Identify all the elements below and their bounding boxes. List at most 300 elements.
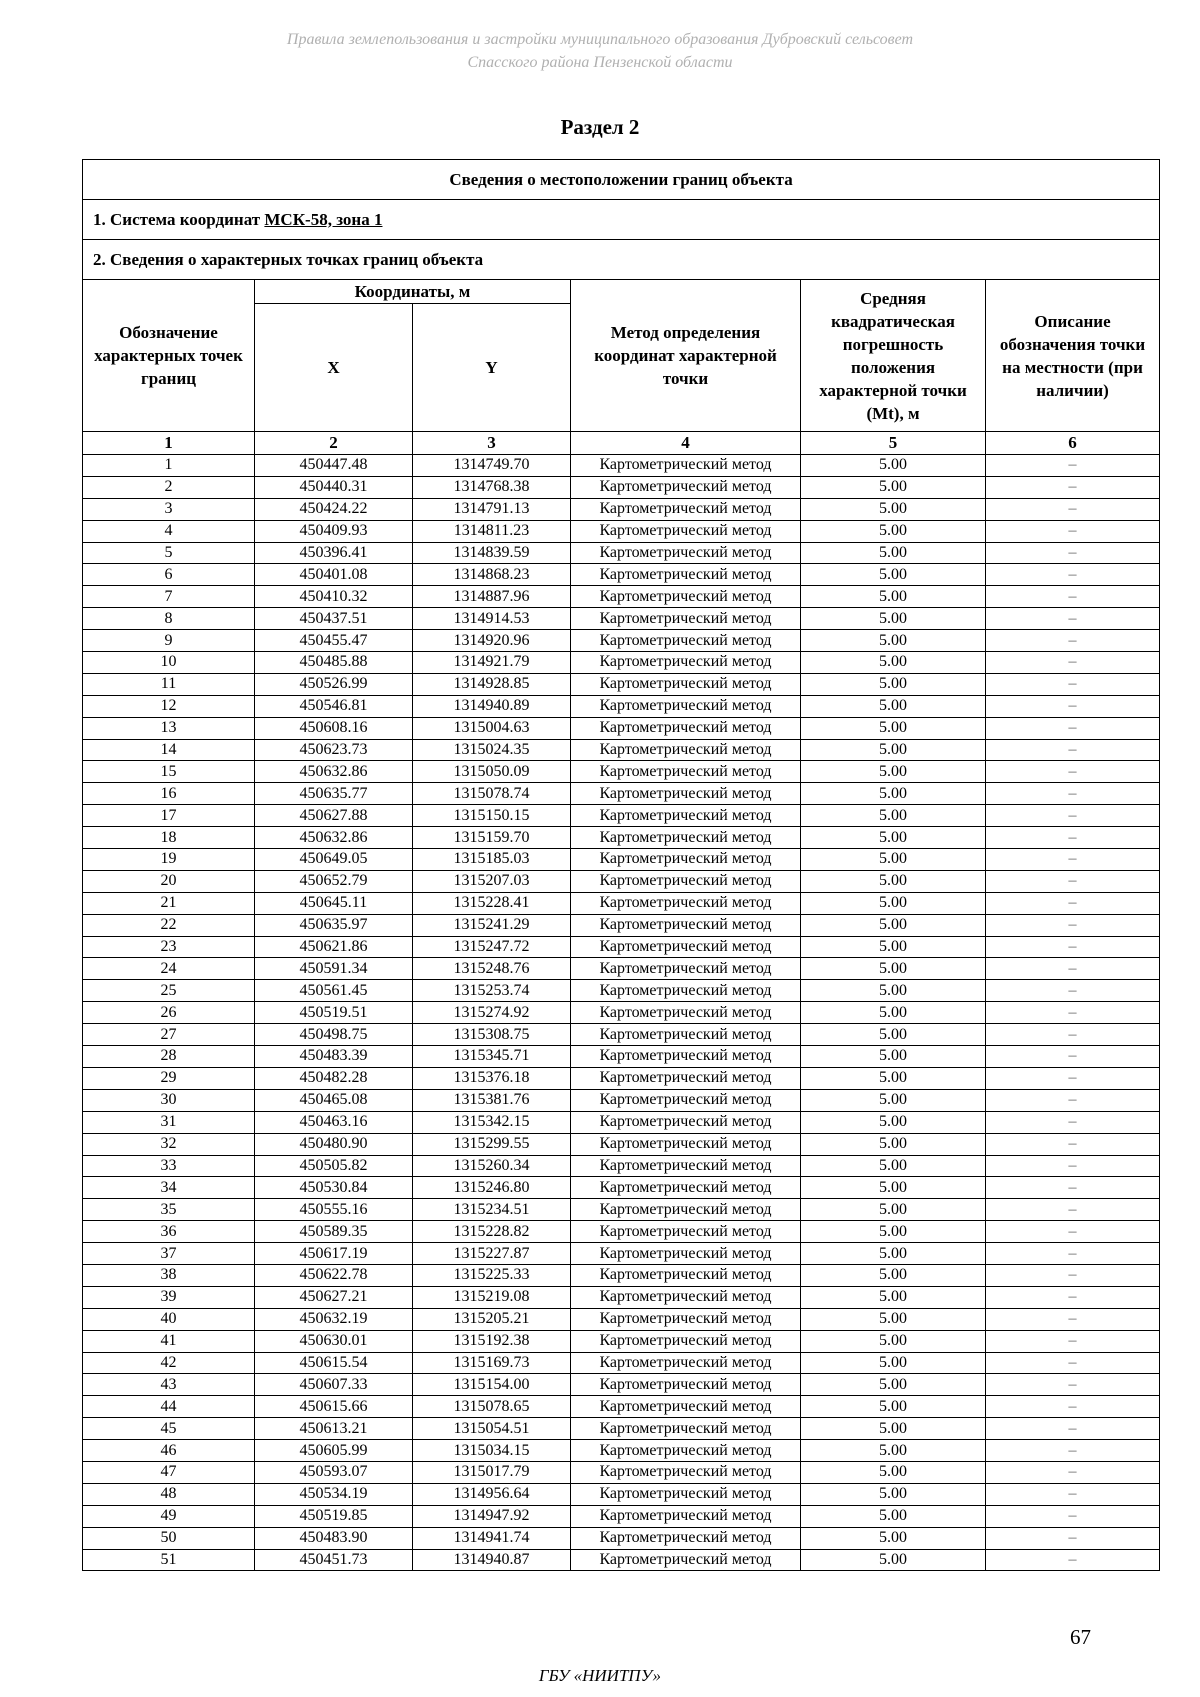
x-coordinate-cell: 450526.99 — [255, 673, 413, 695]
point-number-cell: 3 — [83, 498, 255, 520]
x-coordinate-cell: 450635.77 — [255, 783, 413, 805]
table-row — [83, 608, 1160, 630]
error-cell: 5.00 — [801, 1308, 986, 1330]
points-caption: 2. Сведения о характерных точках границ объекта — [83, 240, 1160, 280]
description-cell: – — [986, 1046, 1160, 1068]
error-cell: 5.00 — [801, 1243, 986, 1265]
method-cell: Картометрический метод — [571, 1133, 801, 1155]
x-coordinate-cell: 450608.16 — [255, 717, 413, 739]
error-cell: 5.00 — [801, 1396, 986, 1418]
point-number-cell: 24 — [83, 958, 255, 980]
y-coordinate-cell: 1314941.74 — [413, 1527, 571, 1549]
description-cell: – — [986, 1308, 1160, 1330]
table-row — [83, 805, 1160, 827]
point-number-cell: 30 — [83, 1089, 255, 1111]
point-number-cell: 45 — [83, 1418, 255, 1440]
description-cell: – — [986, 1286, 1160, 1308]
error-cell: 5.00 — [801, 1111, 986, 1133]
method-cell: Картометрический метод — [571, 761, 801, 783]
error-cell: 5.00 — [801, 827, 986, 849]
table-row — [83, 1461, 1160, 1483]
document-header — [0, 28, 1200, 74]
point-number-cell: 43 — [83, 1374, 255, 1396]
coordinate-system-label: 1. Система координат — [93, 209, 265, 229]
method-cell: Картометрический метод — [571, 1374, 801, 1396]
header-x: X — [255, 304, 413, 432]
method-cell: Картометрический метод — [571, 1527, 801, 1549]
table-row — [83, 1418, 1160, 1440]
x-coordinate-cell: 450482.28 — [255, 1067, 413, 1089]
point-number-cell: 17 — [83, 805, 255, 827]
column-number: 3 — [413, 432, 571, 455]
table-row — [83, 1308, 1160, 1330]
method-cell: Картометрический метод — [571, 914, 801, 936]
method-cell: Картометрический метод — [571, 1418, 801, 1440]
y-coordinate-cell: 1315219.08 — [413, 1286, 571, 1308]
x-coordinate-cell: 450591.34 — [255, 958, 413, 980]
table-row — [83, 1199, 1160, 1221]
error-cell: 5.00 — [801, 1286, 986, 1308]
table-row — [83, 936, 1160, 958]
column-number: 1 — [83, 432, 255, 455]
description-cell: – — [986, 542, 1160, 564]
table-row — [83, 1352, 1160, 1374]
y-coordinate-cell: 1315034.15 — [413, 1440, 571, 1462]
y-coordinate-cell: 1315228.82 — [413, 1221, 571, 1243]
y-coordinate-cell: 1315207.03 — [413, 870, 571, 892]
method-cell: Картометрический метод — [571, 1155, 801, 1177]
method-cell: Картометрический метод — [571, 1308, 801, 1330]
error-cell: 5.00 — [801, 520, 986, 542]
method-cell: Картометрический метод — [571, 1089, 801, 1111]
table-row — [83, 673, 1160, 695]
table-row — [83, 1374, 1160, 1396]
description-cell: – — [986, 1199, 1160, 1221]
description-cell: – — [986, 1461, 1160, 1483]
method-cell: Картометрический метод — [571, 1549, 801, 1571]
description-cell: – — [986, 1133, 1160, 1155]
method-cell: Картометрический метод — [571, 936, 801, 958]
x-coordinate-cell: 450615.54 — [255, 1352, 413, 1374]
error-cell: 5.00 — [801, 936, 986, 958]
x-coordinate-cell: 450632.86 — [255, 827, 413, 849]
table-row — [83, 520, 1160, 542]
table-row — [83, 1286, 1160, 1308]
point-number-cell: 7 — [83, 586, 255, 608]
table-row — [83, 1046, 1160, 1068]
description-cell: – — [986, 958, 1160, 980]
header-description: Описание обозначения точки на местности (при наличии) — [986, 280, 1160, 432]
error-cell: 5.00 — [801, 1133, 986, 1155]
error-cell: 5.00 — [801, 980, 986, 1002]
method-cell: Картометрический метод — [571, 695, 801, 717]
y-coordinate-cell: 1315253.74 — [413, 980, 571, 1002]
y-coordinate-cell: 1315159.70 — [413, 827, 571, 849]
y-coordinate-cell: 1315342.15 — [413, 1111, 571, 1133]
method-cell: Картометрический метод — [571, 1505, 801, 1527]
x-coordinate-cell: 450396.41 — [255, 542, 413, 564]
method-cell: Картометрический метод — [571, 564, 801, 586]
description-cell: – — [986, 695, 1160, 717]
x-coordinate-cell: 450621.86 — [255, 936, 413, 958]
y-coordinate-cell: 1314921.79 — [413, 652, 571, 674]
table-row — [83, 761, 1160, 783]
y-coordinate-cell: 1315004.63 — [413, 717, 571, 739]
description-cell: – — [986, 673, 1160, 695]
description-cell: – — [986, 1089, 1160, 1111]
table-row — [83, 695, 1160, 717]
description-cell: – — [986, 914, 1160, 936]
y-coordinate-cell: 1315248.76 — [413, 958, 571, 980]
x-coordinate-cell: 450555.16 — [255, 1199, 413, 1221]
y-coordinate-cell: 1314940.87 — [413, 1549, 571, 1571]
point-number-cell: 6 — [83, 564, 255, 586]
error-cell: 5.00 — [801, 1199, 986, 1221]
method-cell: Картометрический метод — [571, 1264, 801, 1286]
table-row — [83, 1396, 1160, 1418]
method-cell: Картометрический метод — [571, 455, 801, 477]
description-cell: – — [986, 805, 1160, 827]
method-cell: Картометрический метод — [571, 1330, 801, 1352]
point-number-cell: 21 — [83, 892, 255, 914]
point-number-cell: 42 — [83, 1352, 255, 1374]
description-cell: – — [986, 608, 1160, 630]
error-cell: 5.00 — [801, 892, 986, 914]
x-coordinate-cell: 450623.73 — [255, 739, 413, 761]
point-number-cell: 18 — [83, 827, 255, 849]
table-row — [83, 870, 1160, 892]
description-cell: – — [986, 1002, 1160, 1024]
table-row — [83, 455, 1160, 477]
table-row — [83, 914, 1160, 936]
description-cell: – — [986, 1352, 1160, 1374]
y-coordinate-cell: 1315234.51 — [413, 1199, 571, 1221]
x-coordinate-cell: 450455.47 — [255, 630, 413, 652]
table-row — [83, 1505, 1160, 1527]
y-coordinate-cell: 1315246.80 — [413, 1177, 571, 1199]
x-coordinate-cell: 450607.33 — [255, 1374, 413, 1396]
description-cell: – — [986, 717, 1160, 739]
description-cell: – — [986, 827, 1160, 849]
y-coordinate-cell: 1315078.65 — [413, 1396, 571, 1418]
point-number-cell: 23 — [83, 936, 255, 958]
point-number-cell: 4 — [83, 520, 255, 542]
method-cell: Картометрический метод — [571, 1221, 801, 1243]
column-number: 2 — [255, 432, 413, 455]
boundary-points-table — [82, 159, 1160, 1571]
method-cell: Картометрический метод — [571, 1243, 801, 1265]
error-cell: 5.00 — [801, 1221, 986, 1243]
error-cell: 5.00 — [801, 717, 986, 739]
x-coordinate-cell: 450630.01 — [255, 1330, 413, 1352]
x-coordinate-cell: 450447.48 — [255, 455, 413, 477]
table-row — [83, 630, 1160, 652]
method-cell: Картометрический метод — [571, 1002, 801, 1024]
point-number-cell: 33 — [83, 1155, 255, 1177]
point-number-cell: 38 — [83, 1264, 255, 1286]
header-line-1: Правила землепользования и застройки муниципального образования Дубровский сельсовет — [286, 31, 914, 48]
error-cell: 5.00 — [801, 1089, 986, 1111]
error-cell: 5.00 — [801, 870, 986, 892]
error-cell: 5.00 — [801, 1505, 986, 1527]
x-coordinate-cell: 450632.19 — [255, 1308, 413, 1330]
point-number-cell: 12 — [83, 695, 255, 717]
point-number-cell: 29 — [83, 1067, 255, 1089]
y-coordinate-cell: 1315376.18 — [413, 1067, 571, 1089]
y-coordinate-cell: 1314749.70 — [413, 455, 571, 477]
method-cell: Картометрический метод — [571, 958, 801, 980]
description-cell: – — [986, 783, 1160, 805]
y-coordinate-cell: 1315260.34 — [413, 1155, 571, 1177]
method-cell: Картометрический метод — [571, 1111, 801, 1133]
description-cell: – — [986, 739, 1160, 761]
x-coordinate-cell: 450530.84 — [255, 1177, 413, 1199]
error-cell: 5.00 — [801, 1046, 986, 1068]
point-number-cell: 1 — [83, 455, 255, 477]
table-row — [83, 1002, 1160, 1024]
point-number-cell: 19 — [83, 849, 255, 871]
description-cell: – — [986, 564, 1160, 586]
description-cell: – — [986, 520, 1160, 542]
x-coordinate-cell: 450632.86 — [255, 761, 413, 783]
description-cell: – — [986, 630, 1160, 652]
error-cell: 5.00 — [801, 695, 986, 717]
table-row — [83, 498, 1160, 520]
error-cell: 5.00 — [801, 958, 986, 980]
table-row — [83, 564, 1160, 586]
y-coordinate-cell: 1315017.79 — [413, 1461, 571, 1483]
table-row — [83, 849, 1160, 871]
x-coordinate-cell: 450480.90 — [255, 1133, 413, 1155]
table-title: Сведения о местоположении границ объекта — [83, 160, 1160, 200]
y-coordinate-cell: 1315345.71 — [413, 1046, 571, 1068]
description-cell: – — [986, 1396, 1160, 1418]
description-cell: – — [986, 1067, 1160, 1089]
x-coordinate-cell: 450605.99 — [255, 1440, 413, 1462]
table-row — [83, 980, 1160, 1002]
table-row — [83, 652, 1160, 674]
point-number-cell: 28 — [83, 1046, 255, 1068]
y-coordinate-cell: 1314940.89 — [413, 695, 571, 717]
y-coordinate-cell: 1315205.21 — [413, 1308, 571, 1330]
x-coordinate-cell: 450498.75 — [255, 1024, 413, 1046]
description-cell: – — [986, 849, 1160, 871]
method-cell: Картометрический метод — [571, 849, 801, 871]
point-number-cell: 2 — [83, 476, 255, 498]
method-cell: Картометрический метод — [571, 498, 801, 520]
error-cell: 5.00 — [801, 564, 986, 586]
description-cell: – — [986, 1505, 1160, 1527]
description-cell: – — [986, 1527, 1160, 1549]
point-number-cell: 46 — [83, 1440, 255, 1462]
x-coordinate-cell: 450613.21 — [255, 1418, 413, 1440]
coordinate-system-row — [83, 200, 1160, 240]
table-row — [83, 1133, 1160, 1155]
point-number-cell: 16 — [83, 783, 255, 805]
method-cell: Картометрический метод — [571, 1440, 801, 1462]
method-cell: Картометрический метод — [571, 1461, 801, 1483]
x-coordinate-cell: 450401.08 — [255, 564, 413, 586]
point-number-cell: 50 — [83, 1527, 255, 1549]
x-coordinate-cell: 450505.82 — [255, 1155, 413, 1177]
y-coordinate-cell: 1314956.64 — [413, 1483, 571, 1505]
point-number-cell: 20 — [83, 870, 255, 892]
error-cell: 5.00 — [801, 586, 986, 608]
table-row — [83, 1527, 1160, 1549]
x-coordinate-cell: 450546.81 — [255, 695, 413, 717]
x-coordinate-cell: 450424.22 — [255, 498, 413, 520]
error-cell: 5.00 — [801, 1352, 986, 1374]
method-cell: Картометрический метод — [571, 1286, 801, 1308]
point-number-cell: 40 — [83, 1308, 255, 1330]
error-cell: 5.00 — [801, 652, 986, 674]
point-number-cell: 35 — [83, 1199, 255, 1221]
table-row — [83, 958, 1160, 980]
method-cell: Картометрический метод — [571, 652, 801, 674]
method-cell: Картометрический метод — [571, 476, 801, 498]
coordinate-system-value: МСК-58, зона 1 — [264, 209, 383, 229]
description-cell: – — [986, 498, 1160, 520]
footer: ГБУ «НИИТПУ» — [538, 1666, 662, 1685]
y-coordinate-cell: 1315225.33 — [413, 1264, 571, 1286]
point-number-cell: 32 — [83, 1133, 255, 1155]
y-coordinate-cell: 1314791.13 — [413, 498, 571, 520]
x-coordinate-cell: 450615.66 — [255, 1396, 413, 1418]
table-row — [83, 1177, 1160, 1199]
point-number-cell: 47 — [83, 1461, 255, 1483]
point-number-cell: 22 — [83, 914, 255, 936]
error-cell: 5.00 — [801, 1330, 986, 1352]
y-coordinate-cell: 1315274.92 — [413, 1002, 571, 1024]
point-number-cell: 34 — [83, 1177, 255, 1199]
table-row — [83, 1440, 1160, 1462]
error-cell: 5.00 — [801, 1527, 986, 1549]
y-coordinate-cell: 1314811.23 — [413, 520, 571, 542]
method-cell: Картометрический метод — [571, 673, 801, 695]
description-cell: – — [986, 455, 1160, 477]
y-coordinate-cell: 1315227.87 — [413, 1243, 571, 1265]
x-coordinate-cell: 450465.08 — [255, 1089, 413, 1111]
point-number-cell: 14 — [83, 739, 255, 761]
y-coordinate-cell: 1315247.72 — [413, 936, 571, 958]
error-cell: 5.00 — [801, 608, 986, 630]
table-row — [83, 1067, 1160, 1089]
error-cell: 5.00 — [801, 1067, 986, 1089]
error-cell: 5.00 — [801, 1177, 986, 1199]
y-coordinate-cell: 1315241.29 — [413, 914, 571, 936]
column-number: 6 — [986, 432, 1160, 455]
y-coordinate-cell: 1315185.03 — [413, 849, 571, 871]
x-coordinate-cell: 450437.51 — [255, 608, 413, 630]
y-coordinate-cell: 1314768.38 — [413, 476, 571, 498]
method-cell: Картометрический метод — [571, 1352, 801, 1374]
point-number-cell: 9 — [83, 630, 255, 652]
error-cell: 5.00 — [801, 849, 986, 871]
error-cell: 5.00 — [801, 914, 986, 936]
description-cell: – — [986, 1483, 1160, 1505]
error-cell: 5.00 — [801, 1549, 986, 1571]
point-number-cell: 37 — [83, 1243, 255, 1265]
error-cell: 5.00 — [801, 1024, 986, 1046]
x-coordinate-cell: 450627.21 — [255, 1286, 413, 1308]
method-cell: Картометрический метод — [571, 1483, 801, 1505]
method-cell: Картометрический метод — [571, 1046, 801, 1068]
method-cell: Картометрический метод — [571, 1199, 801, 1221]
header-error: Средняя квадратическая погрешность положения характерной точки (Mt), м — [801, 280, 986, 432]
method-cell: Картометрический метод — [571, 1067, 801, 1089]
description-cell: – — [986, 980, 1160, 1002]
table-row — [83, 1549, 1160, 1571]
description-cell: – — [986, 1111, 1160, 1133]
method-cell: Картометрический метод — [571, 1024, 801, 1046]
error-cell: 5.00 — [801, 805, 986, 827]
method-cell: Картометрический метод — [571, 827, 801, 849]
description-cell: – — [986, 1264, 1160, 1286]
y-coordinate-cell: 1315299.55 — [413, 1133, 571, 1155]
x-coordinate-cell: 450622.78 — [255, 1264, 413, 1286]
point-number-cell: 31 — [83, 1111, 255, 1133]
table-row — [83, 542, 1160, 564]
description-cell: – — [986, 870, 1160, 892]
x-coordinate-cell: 450409.93 — [255, 520, 413, 542]
description-cell: – — [986, 1549, 1160, 1571]
description-cell: – — [986, 1024, 1160, 1046]
error-cell: 5.00 — [801, 630, 986, 652]
table-row — [83, 1221, 1160, 1243]
x-coordinate-cell: 450593.07 — [255, 1461, 413, 1483]
x-coordinate-cell: 450589.35 — [255, 1221, 413, 1243]
x-coordinate-cell: 450534.19 — [255, 1483, 413, 1505]
description-cell: – — [986, 586, 1160, 608]
y-coordinate-cell: 1315192.38 — [413, 1330, 571, 1352]
method-cell: Картометрический метод — [571, 739, 801, 761]
column-number: 4 — [571, 432, 801, 455]
table-row — [83, 739, 1160, 761]
error-cell: 5.00 — [801, 1440, 986, 1462]
description-cell: – — [986, 761, 1160, 783]
error-cell: 5.00 — [801, 542, 986, 564]
x-coordinate-cell: 450519.51 — [255, 1002, 413, 1024]
table-row — [83, 717, 1160, 739]
x-coordinate-cell: 450440.31 — [255, 476, 413, 498]
y-coordinate-cell: 1314868.23 — [413, 564, 571, 586]
point-number-cell: 11 — [83, 673, 255, 695]
error-cell: 5.00 — [801, 1418, 986, 1440]
error-cell: 5.00 — [801, 783, 986, 805]
table-row — [83, 827, 1160, 849]
description-cell: – — [986, 1374, 1160, 1396]
method-cell: Картометрический метод — [571, 892, 801, 914]
point-number-cell: 44 — [83, 1396, 255, 1418]
y-coordinate-cell: 1314928.85 — [413, 673, 571, 695]
x-coordinate-cell: 450561.45 — [255, 980, 413, 1002]
method-cell: Картометрический метод — [571, 542, 801, 564]
table-row — [83, 1243, 1160, 1265]
point-number-cell: 15 — [83, 761, 255, 783]
method-cell: Картометрический метод — [571, 717, 801, 739]
y-coordinate-cell: 1314839.59 — [413, 542, 571, 564]
method-cell: Картометрический метод — [571, 586, 801, 608]
table-row — [83, 1483, 1160, 1505]
x-coordinate-cell: 450483.90 — [255, 1527, 413, 1549]
y-coordinate-cell: 1314914.53 — [413, 608, 571, 630]
description-cell: – — [986, 1418, 1160, 1440]
x-coordinate-cell: 450645.11 — [255, 892, 413, 914]
header-method: Метод определения координат характерной точки — [571, 280, 801, 432]
method-cell: Картометрический метод — [571, 608, 801, 630]
point-number-cell: 10 — [83, 652, 255, 674]
x-coordinate-cell: 450451.73 — [255, 1549, 413, 1571]
